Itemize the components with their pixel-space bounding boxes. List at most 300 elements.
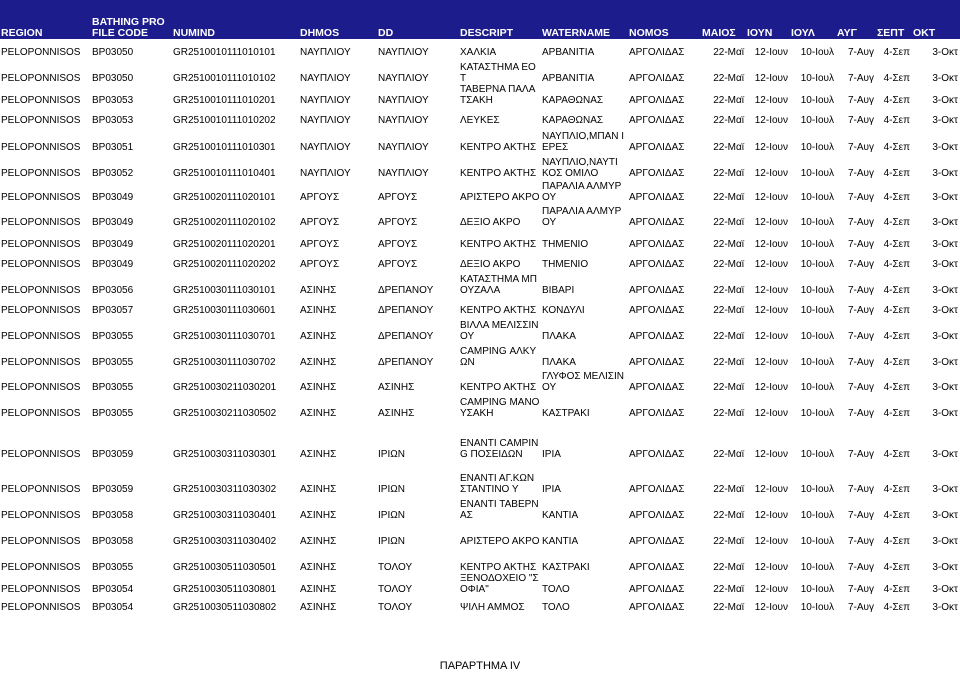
table-cell: ΑΣΙΝΗΣ [300, 584, 337, 595]
table-cell: ΑΣΙΝΗΣ [300, 484, 337, 495]
col-header: BATHING PROFILE CODE [91, 0, 172, 39]
table-cell: ΚΑΡΑΘΩΝΑΣ [542, 115, 604, 126]
table-cell: ΝΑΥΠΛΙΟΥ [300, 73, 351, 84]
table-cell: CAMPING ΑΛΚΥΩΝ [460, 346, 537, 368]
table-cell: ΑΡΓΟΥΣ [300, 192, 340, 203]
table-cell: 12-Ιουν [754, 217, 788, 228]
table-cell: ΕΝΑΝΤΙ CAMPING ΠΟΣΕΙΔΩΝ [460, 438, 539, 460]
table-cell: 10-Ιουλ [800, 602, 834, 613]
table-cell: ΝΑΥΠΛΙΟΥ [378, 168, 429, 179]
table-cell: GR2510010111010301 [173, 142, 276, 153]
table-cell: 4-Σεπ [883, 73, 910, 84]
table-row [0, 270, 960, 296]
table-cell: 4-Σεπ [883, 408, 910, 419]
table-cell: 10-Ιουλ [800, 408, 834, 419]
table-cell: ΠΑΡΑΛΙΑ ΑΛΜΥΡΟΥ [542, 206, 622, 228]
table-cell: 22-Μαϊ [713, 95, 744, 106]
table-cell: 12-Ιουν [754, 357, 788, 368]
table-cell: 4-Σεπ [883, 602, 910, 613]
table-cell: 3-Οκτ [932, 168, 958, 179]
table-cell: 10-Ιουλ [800, 142, 834, 153]
table-cell: ΤΟΛΟ [542, 584, 570, 595]
table-cell: PELOPONNISOS [1, 95, 81, 106]
table-cell: 22-Μαϊ [713, 357, 744, 368]
table-cell: ΠΛΑΚΑ [542, 357, 576, 368]
table-cell: 10-Ιουλ [800, 584, 834, 595]
table-cell: GR2510030111030702 [173, 357, 276, 368]
table-cell: BP03054 [92, 602, 134, 613]
table-cell: 7-Αυγ [847, 584, 874, 595]
table-cell: BP03058 [92, 536, 134, 547]
table-cell: 22-Μαϊ [713, 408, 744, 419]
table-cell: 7-Αυγ [847, 192, 874, 203]
table-cell: 22-Μαϊ [713, 192, 744, 203]
table-cell: 3-Οκτ [932, 484, 958, 495]
table-cell: 12-Ιουν [754, 382, 788, 393]
table-cell: ΠΑΡΑΛΙΑ ΑΛΜΥΡΟΥ [542, 181, 622, 203]
table-cell: 12-Ιουν [754, 259, 788, 270]
table-cell: 10-Ιουλ [800, 331, 834, 342]
table-cell: BP03053 [92, 115, 134, 126]
table-cell: 10-Ιουλ [800, 217, 834, 228]
header-row [0, 0, 960, 39]
table-cell: ΝΑΥΠΛΙΟΥ [300, 115, 351, 126]
table-cell: ΑΡΓΟΛΙΔΑΣ [629, 562, 685, 573]
table-cell: 10-Ιουλ [800, 259, 834, 270]
table-cell: PELOPONNISOS [1, 285, 81, 296]
table-cell: GR2510030111030701 [173, 331, 276, 342]
table-cell: BP03055 [92, 331, 134, 342]
table-cell: 10-Ιουλ [800, 168, 834, 179]
table-cell: 22-Μαϊ [713, 602, 744, 613]
table-cell: ΝΑΥΠΛΙΟ,ΝΑΥΤΙ ΚΟΣ ΟΜΙΛΟ [542, 157, 618, 179]
table-cell: GR2510030211030502 [173, 408, 277, 419]
table-row [0, 460, 960, 495]
table-cell: ΑΡΒΑΝΙΤΙΑ [542, 47, 595, 58]
table-cell: GR2510030311030401 [173, 510, 277, 521]
table-cell: ΚΑΤΑΣΤΗΜΑ ΜΠΟΥΖΑΛΑ [460, 274, 537, 296]
table-cell: 7-Αυγ [847, 305, 874, 316]
table-row [0, 126, 960, 153]
table-cell: BP03049 [92, 259, 134, 270]
table-cell: ΑΣΙΝΗΣ [300, 305, 337, 316]
col-header: DESCRIPT [459, 0, 541, 39]
table-cell: ΑΡΓΟΛΙΔΑΣ [629, 73, 685, 84]
table-cell: ΑΣΙΝΗΣ [300, 562, 337, 573]
table-cell: ΑΡΓΟΥΣ [378, 239, 418, 250]
table-cell: 12-Ιουν [754, 115, 788, 126]
table-cell: GR2510030311030402 [173, 536, 277, 547]
table-cell: 22-Μαϊ [713, 217, 744, 228]
table-cell: ΕΝΑΝΤΙ ΤΑΒΕΡΝΑΣ [460, 499, 539, 521]
table-row [0, 296, 960, 316]
table-cell: ΙΡΙΩΝ [378, 449, 405, 460]
table-cell: 3-Οκτ [932, 192, 958, 203]
table-cell: PELOPONNISOS [1, 47, 81, 58]
table-cell: 4-Σεπ [883, 142, 910, 153]
table-cell: 4-Σεπ [883, 584, 910, 595]
table-cell: 22-Μαϊ [713, 584, 744, 595]
col-header: DD [377, 0, 459, 39]
table-cell: ΠΛΑΚΑ [542, 331, 576, 342]
table-cell: ΑΣΙΝΗΣ [300, 331, 337, 342]
table-cell: 4-Σεπ [883, 382, 910, 393]
table-cell: ΑΡΓΟΛΙΔΑΣ [629, 382, 685, 393]
table-cell: 10-Ιουλ [800, 382, 834, 393]
table-cell: BP03049 [92, 239, 134, 250]
table-cell: ΑΡΓΟΛΙΔΑΣ [629, 239, 685, 250]
table-cell: 7-Αυγ [847, 239, 874, 250]
table-cell: 7-Αυγ [847, 95, 874, 106]
table-row [0, 228, 960, 250]
table-cell: PELOPONNISOS [1, 115, 81, 126]
table-cell: BP03049 [92, 192, 134, 203]
col-header: WATERNAME [541, 0, 628, 39]
table-cell: ΑΡΓΟΛΙΔΑΣ [629, 168, 685, 179]
table-cell: 4-Σεπ [883, 168, 910, 179]
table-cell: 12-Ιουν [754, 305, 788, 316]
table-cell: ΑΡΓΟΛΙΔΑΣ [629, 142, 685, 153]
table-cell: CAMPING ΜΑΝΟΥΣΑΚΗ [460, 397, 540, 419]
table-cell: PELOPONNISOS [1, 168, 81, 179]
table-cell: 3-Οκτ [932, 239, 958, 250]
table-row [0, 58, 960, 84]
table-cell: ΚΕΝΤΡΟ ΑΚΤΗΣ [460, 562, 537, 573]
table-cell: ΑΡΓΟΥΣ [378, 192, 418, 203]
table-row [0, 342, 960, 368]
table-cell: 7-Αυγ [847, 47, 874, 58]
table-cell: 7-Αυγ [847, 562, 874, 573]
table-cell: ΔΕΞΙΟ ΑΚΡΟ [460, 217, 521, 228]
table-cell: ΝΑΥΠΛΙΟΥ [300, 95, 351, 106]
table-cell: ΚΑΤΑΣΤΗΜΑ ΕΟΤ [460, 62, 536, 84]
table-row [0, 316, 960, 342]
table-cell: GR2510010111010101 [173, 47, 276, 58]
table-cell: 4-Σεπ [883, 536, 910, 547]
table-cell: GR2510020111020101 [173, 192, 276, 203]
col-header: ΙΟΥΝ [746, 0, 790, 39]
table-row [0, 203, 960, 228]
table-cell: ΙΡΙΩΝ [378, 536, 405, 547]
table-cell: ΑΣΙΝΗΣ [300, 510, 337, 521]
table-cell: GR2510030511030801 [173, 584, 277, 595]
table-cell: ΤΑΒΕΡΝΑ ΠΑΛΑΤΣΑΚΗ [460, 84, 536, 106]
table-cell: ΑΡΓΟΛΙΔΑΣ [629, 449, 685, 460]
table-cell: GR2510020111020202 [173, 259, 276, 270]
table-cell: 22-Μαϊ [713, 285, 744, 296]
table-cell: 22-Μαϊ [713, 259, 744, 270]
table-cell: 12-Ιουν [754, 584, 788, 595]
table-cell: 12-Ιουν [754, 95, 788, 106]
table-cell: 10-Ιουλ [800, 47, 834, 58]
table-row [0, 547, 960, 573]
table-cell: 7-Αυγ [847, 408, 874, 419]
col-header: ΟΚΤ [912, 0, 960, 39]
table-cell: 3-Οκτ [932, 259, 958, 270]
table-cell: PELOPONNISOS [1, 142, 81, 153]
table-cell: BP03049 [92, 217, 134, 228]
table-cell: ΒΙΒΑΡΙ [542, 285, 575, 296]
table-cell: ΝΑΥΠΛΙΟΥ [378, 142, 429, 153]
table-cell: ΑΡΓΟΛΙΔΑΣ [629, 115, 685, 126]
table-cell: 3-Οκτ [932, 73, 958, 84]
table-cell: BP03052 [92, 168, 134, 179]
table-cell: BP03055 [92, 562, 134, 573]
table-cell: GR2510010111010102 [173, 73, 276, 84]
table-cell: 12-Ιουν [754, 602, 788, 613]
table-cell: ΙΡΙΩΝ [378, 484, 405, 495]
table-cell: ΔΕΞΙΟ ΑΚΡΟ [460, 259, 521, 270]
table-cell: ΧΑΛΚΙΑ [460, 47, 497, 58]
table-cell: 4-Σεπ [883, 357, 910, 368]
table-cell: 3-Οκτ [932, 536, 958, 547]
table-cell: GR2510030511030802 [173, 602, 277, 613]
table-cell: ΑΡΓΟΥΣ [300, 217, 340, 228]
table-cell: ΑΡΙΣΤΕΡΟ ΑΚΡΟ [460, 536, 540, 547]
table-cell: 4-Σεπ [883, 484, 910, 495]
table-cell: ΑΡΓΟΛΙΔΑΣ [629, 285, 685, 296]
table-cell: 22-Μαϊ [713, 484, 744, 495]
table-row [0, 393, 960, 419]
table-cell: 3-Οκτ [932, 217, 958, 228]
table-cell: 10-Ιουλ [800, 192, 834, 203]
table-cell: 12-Ιουν [754, 449, 788, 460]
table-cell: 22-Μαϊ [713, 331, 744, 342]
table-cell: ΑΡΓΟΛΙΔΑΣ [629, 357, 685, 368]
table-cell: 7-Αυγ [847, 142, 874, 153]
table-cell: 22-Μαϊ [713, 382, 744, 393]
table-cell: ΝΑΥΠΛΙΟΥ [378, 115, 429, 126]
table-cell: ΚΑΣΤΡΑΚΙ [542, 408, 590, 419]
table-cell: BP03050 [92, 47, 134, 58]
table-cell: ΑΣΙΝΗΣ [300, 357, 337, 368]
col-header: ΣΕΠΤ [876, 0, 912, 39]
table-cell: GR2510010111010401 [173, 168, 276, 179]
table-row [0, 153, 960, 179]
table-cell: 12-Ιουν [754, 73, 788, 84]
table-cell: 10-Ιουλ [800, 536, 834, 547]
table-cell: 7-Αυγ [847, 115, 874, 126]
table-cell: 12-Ιουν [754, 239, 788, 250]
table-cell: 7-Αυγ [847, 168, 874, 179]
table-cell: ΑΡΓΟΛΙΔΑΣ [629, 408, 685, 419]
table-cell: PELOPONNISOS [1, 449, 81, 460]
table-cell: ΔΡΕΠΑΝΟΥ [378, 357, 434, 368]
table-cell: PELOPONNISOS [1, 73, 81, 84]
table-cell: ΛΕΥΚΕΣ [460, 115, 500, 126]
table-cell: ΔΡΕΠΑΝΟΥ [378, 331, 434, 342]
table-cell: 12-Ιουν [754, 142, 788, 153]
table-cell: BP03050 [92, 73, 134, 84]
table-cell: PELOPONNISOS [1, 305, 81, 316]
table-cell: 4-Σεπ [883, 192, 910, 203]
table-cell: 22-Μαϊ [713, 47, 744, 58]
table-cell: 22-Μαϊ [713, 510, 744, 521]
table-cell: 12-Ιουν [754, 536, 788, 547]
table-cell: PELOPONNISOS [1, 584, 81, 595]
table-cell: 3-Οκτ [932, 408, 958, 419]
table-cell: ΝΑΥΠΛΙΟ,ΜΠΑΝ ΙΕΡΕΣ [542, 131, 625, 153]
table-row [0, 250, 960, 270]
table-cell: ΚΕΝΤΡΟ ΑΚΤΗΣ [460, 305, 537, 316]
table-cell: ΙΡΙΑ [542, 449, 561, 460]
table-cell: ΤΗΜΕΝΙΟ [542, 239, 589, 250]
table-cell: GR2510010111010201 [173, 95, 276, 106]
col-header: ΙΟΥΛ [790, 0, 836, 39]
table-row [0, 595, 960, 613]
table-cell: 4-Σεπ [883, 95, 910, 106]
col-header: REGION [0, 0, 91, 39]
table-cell: 4-Σεπ [883, 305, 910, 316]
table-cell: 12-Ιουν [754, 331, 788, 342]
table-cell: 4-Σεπ [883, 259, 910, 270]
table-cell: 10-Ιουλ [800, 484, 834, 495]
table-cell: 4-Σεπ [883, 217, 910, 228]
table-cell: 3-Οκτ [932, 449, 958, 460]
table-cell: BP03056 [92, 285, 134, 296]
table-cell: GR2510030511030501 [173, 562, 277, 573]
table-cell: ΑΣΙΝΗΣ [300, 285, 337, 296]
table-cell: ΚΑΣΤΡΑΚΙ [542, 562, 590, 573]
table-cell: ΚΕΝΤΡΟ ΑΚΤΗΣ [460, 168, 537, 179]
table-cell: PELOPONNISOS [1, 192, 81, 203]
table-cell: ΚΕΝΤΡΟ ΑΚΤΗΣ [460, 239, 537, 250]
table-cell: ΚΑΝΤΙΑ [542, 536, 579, 547]
table-cell: 3-Οκτ [932, 602, 958, 613]
table-row [0, 573, 960, 595]
table-cell: 7-Αυγ [847, 449, 874, 460]
table-cell: 12-Ιουν [754, 47, 788, 58]
table-cell: ΑΡΓΟΥΣ [378, 259, 418, 270]
table-cell: ΤΟΛΟ [542, 602, 570, 613]
table-cell: 7-Αυγ [847, 484, 874, 495]
table-cell: ΑΡΓΟΛΙΔΑΣ [629, 47, 685, 58]
table-cell: BP03055 [92, 408, 134, 419]
table-cell: ΤΟΛΟΥ [378, 602, 413, 613]
table-cell: 10-Ιουλ [800, 115, 834, 126]
table-cell: 10-Ιουλ [800, 73, 834, 84]
table-cell: 12-Ιουν [754, 484, 788, 495]
table-cell: 3-Οκτ [932, 357, 958, 368]
table-cell: ΝΑΥΠΛΙΟΥ [300, 142, 351, 153]
table-cell: GR2510030111030101 [173, 285, 276, 296]
table-cell: 7-Αυγ [847, 602, 874, 613]
table-cell: GR2510020111020201 [173, 239, 276, 250]
table-cell: ΔΡΕΠΑΝΟΥ [378, 285, 434, 296]
table-cell: ΑΡΓΟΛΙΔΑΣ [629, 602, 685, 613]
table-cell: GR2510020111020102 [173, 217, 276, 228]
table-cell: 22-Μαϊ [713, 562, 744, 573]
table-cell: ΑΡΓΟΛΙΔΑΣ [629, 536, 685, 547]
table-cell: BP03053 [92, 95, 134, 106]
table-cell: PELOPONNISOS [1, 331, 81, 342]
col-header: NOMOS [628, 0, 701, 39]
table-row [0, 368, 960, 393]
table-row [0, 106, 960, 126]
table-cell: 4-Σεπ [883, 510, 910, 521]
table-cell: 7-Αυγ [847, 382, 874, 393]
table-cell: BP03055 [92, 382, 134, 393]
table-cell: 10-Ιουλ [800, 562, 834, 573]
table-cell: 10-Ιουλ [800, 239, 834, 250]
table-cell: ΙΡΙΩΝ [378, 510, 405, 521]
table-cell: GR2510030311030302 [173, 484, 277, 495]
table-cell: PELOPONNISOS [1, 484, 81, 495]
table-cell: ΑΣΙΝΗΣ [378, 382, 415, 393]
table-cell: ΚΕΝΤΡΟ ΑΚΤΗΣ [460, 142, 537, 153]
table-cell: ΨΙΛΗ ΑΜΜΟΣ [460, 602, 525, 613]
table-cell: ΑΡΓΟΥΣ [300, 239, 340, 250]
table-cell: ΑΡΙΣΤΕΡΟ ΑΚΡΟ [460, 192, 540, 203]
table-cell: 3-Οκτ [932, 95, 958, 106]
table-cell: ΑΡΓΟΛΙΔΑΣ [629, 331, 685, 342]
table-cell: 3-Οκτ [932, 562, 958, 573]
table-cell: 7-Αυγ [847, 536, 874, 547]
table-cell: 10-Ιουλ [800, 357, 834, 368]
table-cell: ΤΟΛΟΥ [378, 584, 413, 595]
table-cell: 7-Αυγ [847, 331, 874, 342]
table-cell: ΕΝΑΝΤΙ ΑΓ.ΚΩΝΣΤΑΝΤΙΝΟ Υ [460, 473, 535, 495]
table-cell: ΔΡΕΠΑΝΟΥ [378, 305, 434, 316]
table-cell: ΙΡΙΑ [542, 484, 561, 495]
table-cell: 10-Ιουλ [800, 95, 834, 106]
table-cell: 4-Σεπ [883, 115, 910, 126]
table-cell: BP03057 [92, 305, 134, 316]
table-row [0, 495, 960, 521]
table-cell: 10-Ιουλ [800, 510, 834, 521]
table-cell: 3-Οκτ [932, 115, 958, 126]
table-cell: 12-Ιουν [754, 408, 788, 419]
table-row [0, 419, 960, 460]
table-cell: 22-Μαϊ [713, 168, 744, 179]
table-cell: ΑΡΒΑΝΙΤΙΑ [542, 73, 595, 84]
table-cell: 12-Ιουν [754, 562, 788, 573]
table-cell: 22-Μαϊ [713, 305, 744, 316]
table-cell: ΒΙΛΛΑ ΜΕΛΙΣΣΙΝΟΥ [460, 320, 539, 342]
table-cell: 4-Σεπ [883, 239, 910, 250]
table-cell: ΑΡΓΟΥΣ [300, 259, 340, 270]
table-cell: 22-Μαϊ [713, 536, 744, 547]
table-cell: PELOPONNISOS [1, 217, 81, 228]
table-cell: 7-Αυγ [847, 259, 874, 270]
table-cell: ΝΑΥΠΛΙΟΥ [300, 47, 351, 58]
table-cell: ΑΡΓΟΛΙΔΑΣ [629, 584, 685, 595]
table-cell: ΑΡΓΟΛΙΔΑΣ [629, 192, 685, 203]
table-cell: GR2510010111010202 [173, 115, 276, 126]
table-cell: 4-Σεπ [883, 449, 910, 460]
table-cell: 3-Οκτ [932, 331, 958, 342]
table-cell: 7-Αυγ [847, 357, 874, 368]
table-cell: BP03058 [92, 510, 134, 521]
table-cell: BP03055 [92, 357, 134, 368]
table-cell: 10-Ιουλ [800, 305, 834, 316]
table-cell: 3-Οκτ [932, 285, 958, 296]
table-cell: ΑΡΓΟΛΙΔΑΣ [629, 484, 685, 495]
table-cell: 12-Ιουν [754, 510, 788, 521]
table-cell: GR2510030311030301 [173, 449, 277, 460]
table-cell: 10-Ιουλ [800, 285, 834, 296]
table-cell: ΑΡΓΟΛΙΔΑΣ [629, 259, 685, 270]
table-cell: 12-Ιουν [754, 285, 788, 296]
table-cell: ΚΑΝΤΙΑ [542, 510, 579, 521]
table-cell: 3-Οκτ [932, 584, 958, 595]
table-cell: 22-Μαϊ [713, 115, 744, 126]
table-cell: ΚΑΡΑΘΩΝΑΣ [542, 95, 604, 106]
table-cell: 7-Αυγ [847, 217, 874, 228]
table-cell: ΑΣΙΝΗΣ [300, 408, 337, 419]
table-cell: ΑΡΓΟΛΙΔΑΣ [629, 95, 685, 106]
table-cell: ΑΡΓΟΛΙΔΑΣ [629, 510, 685, 521]
